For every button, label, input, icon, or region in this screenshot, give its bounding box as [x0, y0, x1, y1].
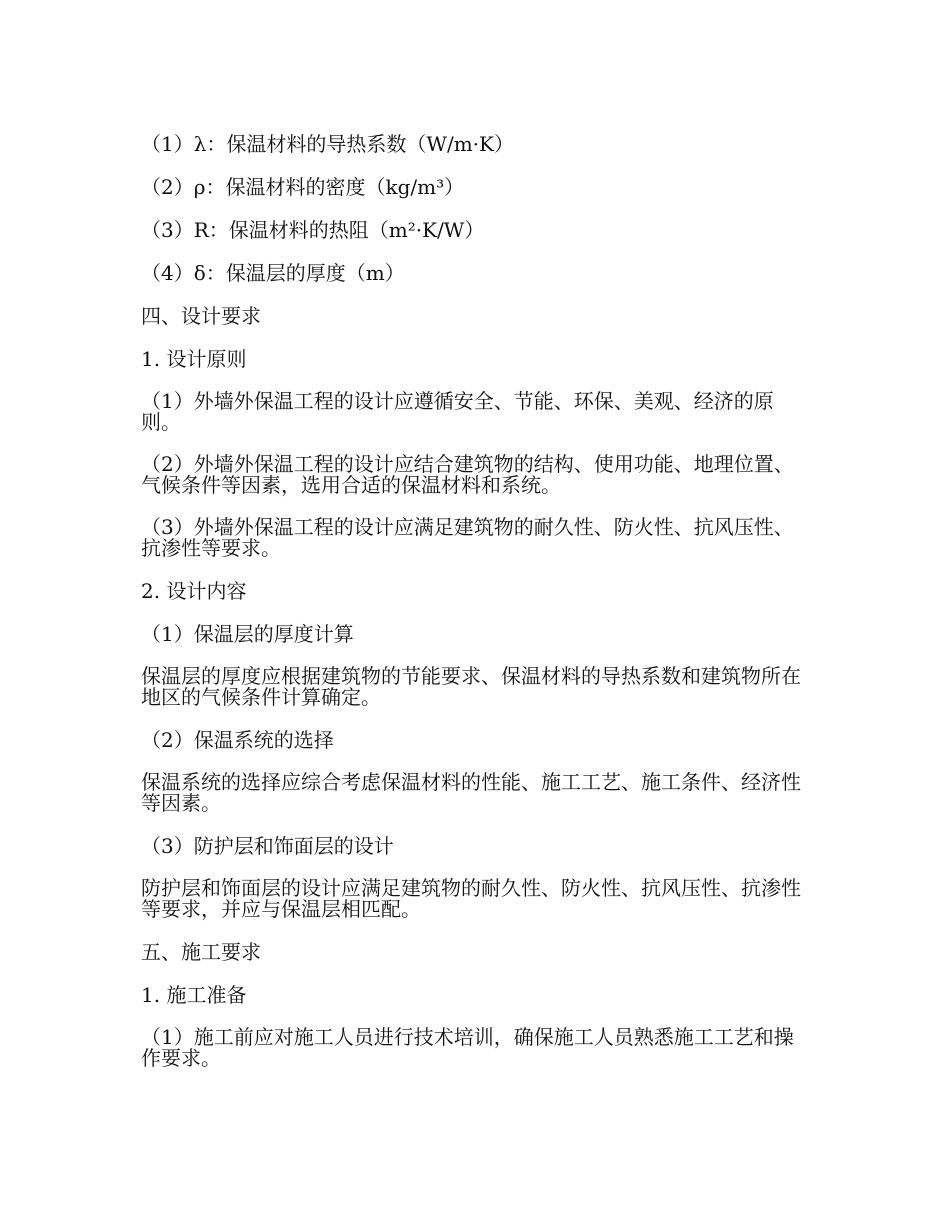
paragraph-principle-3: （3）外墙外保温工程的设计应满足建筑物的耐久性、防火性、抗风压性、抗渗性等要求。 [141, 515, 794, 560]
subheading-design-content: 2. 设计内容 [141, 579, 247, 603]
paragraph-preparation-1: （1）施工前应对施工人员进行技术培训，确保施工人员熟悉施工工艺和操作要求。 [141, 1025, 794, 1070]
paragraph-principle-2: （2）外墙外保温工程的设计应结合建筑物的结构、使用功能、地理位置、气候条件等因素，选用合适的保温材料和系统。 [141, 452, 794, 497]
item-thickness-calculation: （1）保温层的厚度计算 [141, 622, 354, 646]
symbol-rho-line: （2）ρ：保温材料的密度（kg/m³） [141, 175, 465, 199]
symbol-lambda-line: （1）λ：保温材料的导热系数（W/m·K） [141, 132, 514, 156]
item-system-selection: （2）保温系统的选择 [141, 728, 334, 752]
paragraph-system-selection: 保温系统的选择应综合考虑保温材料的性能、施工工艺、施工条件、经济性等因素。 [141, 770, 801, 815]
document-page [141, 128, 813, 1069]
paragraph-protective-layer: 防护层和饰面层的设计应满足建筑物的耐久性、防火性、抗风压性、抗渗性等要求，并应与保温层相匹配。 [141, 876, 801, 921]
subheading-construction-preparation: 1. 施工准备 [141, 983, 247, 1007]
subheading-design-principles: 1. 设计原则 [141, 347, 247, 371]
section-heading-design-requirements: 四、设计要求 [141, 304, 261, 328]
symbol-r-line: （3）R：保温材料的热阻（m²·K/W） [141, 218, 485, 242]
item-protective-layer: （3）防护层和饰面层的设计 [141, 834, 394, 858]
symbol-delta-line: （4）δ：保温层的厚度（m） [141, 261, 405, 285]
paragraph-thickness: 保温层的厚度应根据建筑物的节能要求、保温材料的导热系数和建筑物所在地区的气候条件计算确定。 [141, 664, 801, 709]
paragraph-principle-1: （1）外墙外保温工程的设计应遵循安全、节能、环保、美观、经济的原则。 [141, 389, 774, 434]
section-heading-construction-requirements: 五、施工要求 [141, 940, 261, 964]
